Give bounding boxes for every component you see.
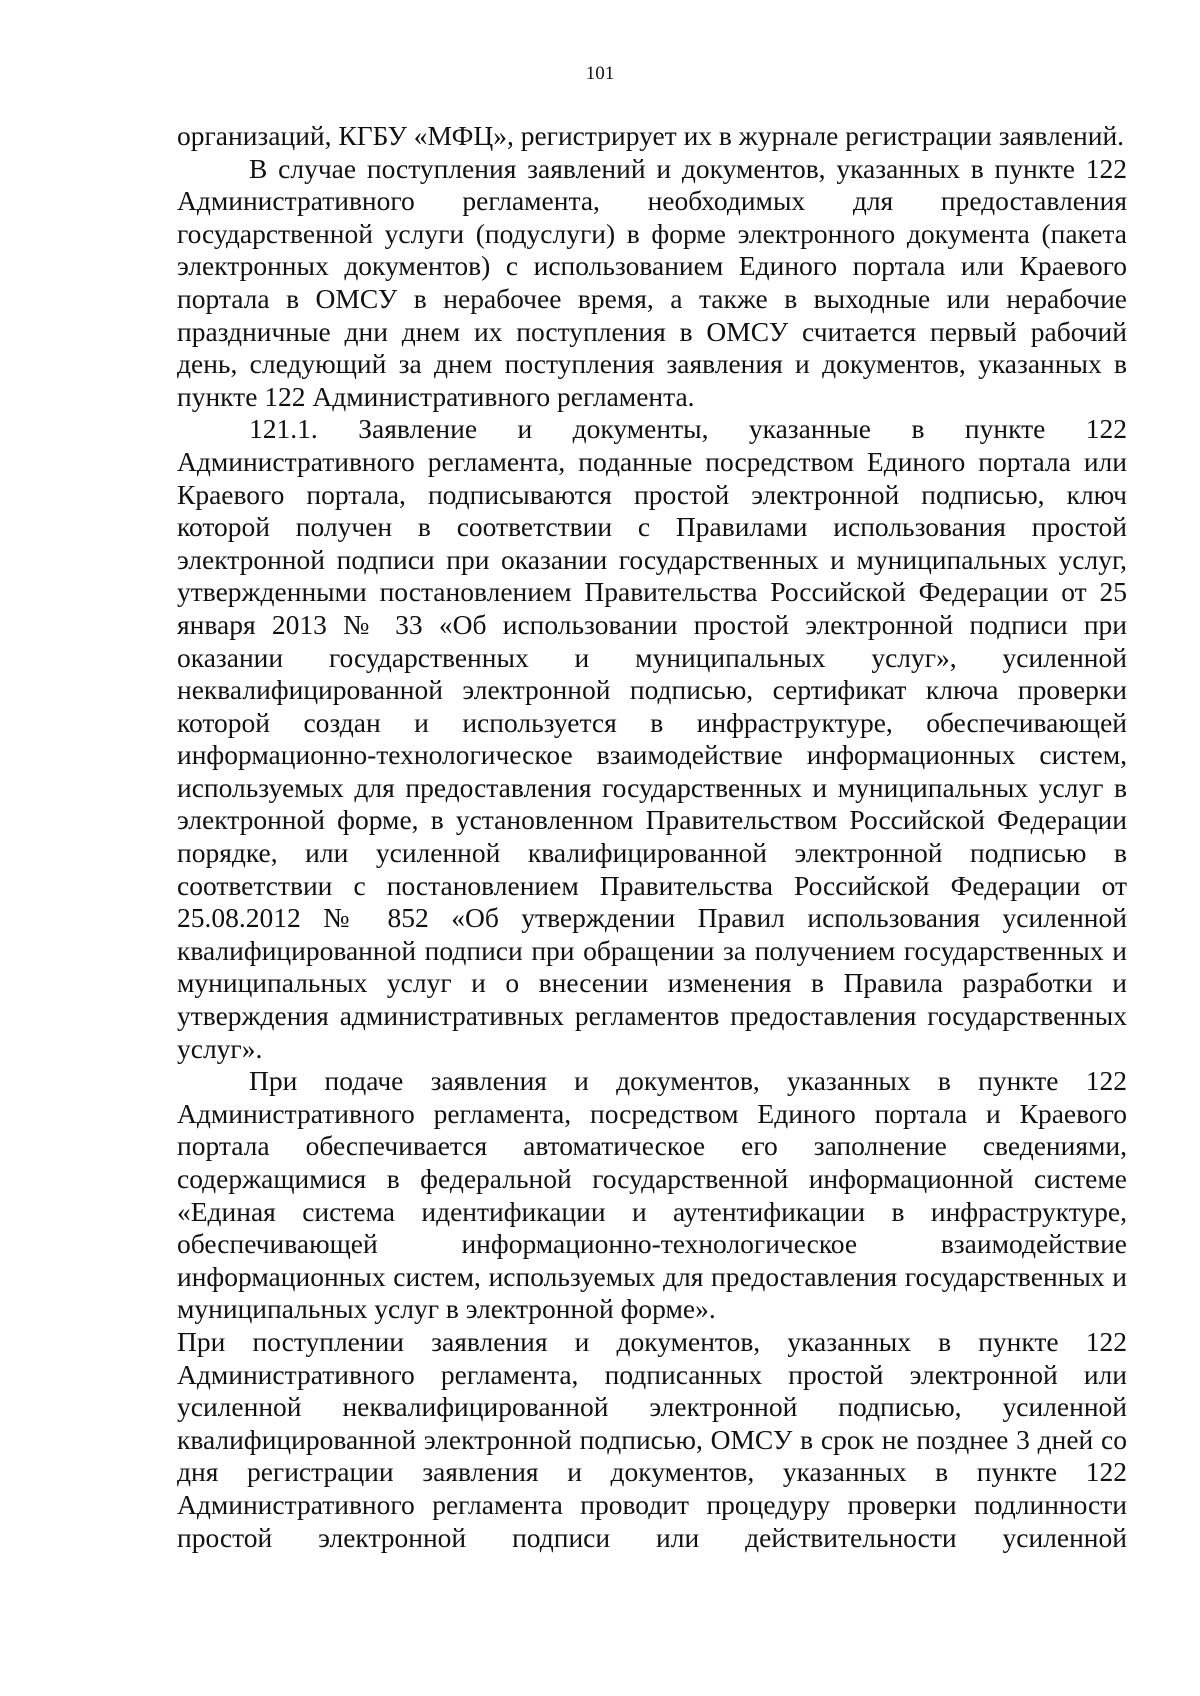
paragraph-signature-check: При поступлении заявления и документов, указанных в пункте 122 Административного регламента, подписанных простой электронной или усиленной неквалифицированной электронной подписью, усиленной квалифицированной электронной подписью, ОМСУ в срок не позднее 3 дней со дня регистрации заявления и документов, указанных в пункте 122 Административного регламента проводит процедуру проверки подлинности простой электронной подписи или действительности усиленной (177, 1325, 1127, 1553)
paragraph-auto-fill: При подаче заявления и документов, указанных в пункте 122 Административного регламента, посредством Единого портала и Краевого портала обеспечивается автоматическое его заполнение сведениями, содержащимися в федеральной государственной информационной системе «Единая система идентификации и аутентификации в инфраструктуре, обеспечивающей информационно-технологическое взаимодействие информационных систем, используемых для предоставления государственных и муниципальных услуг в электронной форме». (177, 1065, 1127, 1325)
document-body (177, 120, 1127, 1554)
paragraph-continuation: организаций, КГБУ «МФЦ», регистрирует их в журнале регистрации заявлений. (177, 120, 1125, 151)
paragraph-nonworking-time: В случае поступления заявлений и документов, указанных в пункте 122 Административного регламента, необходимых для предоставления государственной услуги (подуслуги) в форме электронного документа (пакета электронных документов) с использованием Единого портала или Краевого портала в ОМСУ в нерабочее время, а также в выходные или нерабочие праздничные дни днем их поступления в ОМСУ считается первый рабочий день, следующий за днем поступления заявления и документов, указанных в пункте 122 Административного регламента. (177, 152, 1127, 412)
paragraph-121-1-signatures: 121.1. Заявление и документы, указанные в пункте 122 Административного регламента, поданные посредством Единого портала или Краевого портала, подписываются простой электронной подписью, ключ которой получен в соответствии с Правилами использования простой электронной подписи при оказании государственных и муниципальных услуг, утвержденными постановлением Правительства Российской Федерации от 25 января 2013 № 33 «Об использовании простой электронной подписи при оказании государственных и муниципальных услуг», усиленной неквалифицированной электронной подписью, сертификат ключа проверки которой создан и используется в инфраструктуре, обеспечивающей информационно-технологическое взаимодействие информационных систем, используемых для предоставления государственных и муниципальных услуг в электронной форме, в установленном Правительством Российской Федерации порядке, или усиленной квалифицированной электронной подписью в соответствии с постановлением Правительства Российской Федерации от 25.08.2012 № 852 «Об утверждении Правил использования усиленной квалифицированной подписи при обращении за получением государственных и муниципальных услуг и о внесении изменения в Правила разработки и утверждения административных регламентов предоставления государственных услуг». (177, 413, 1127, 1064)
page-number: 101 (585, 63, 615, 84)
